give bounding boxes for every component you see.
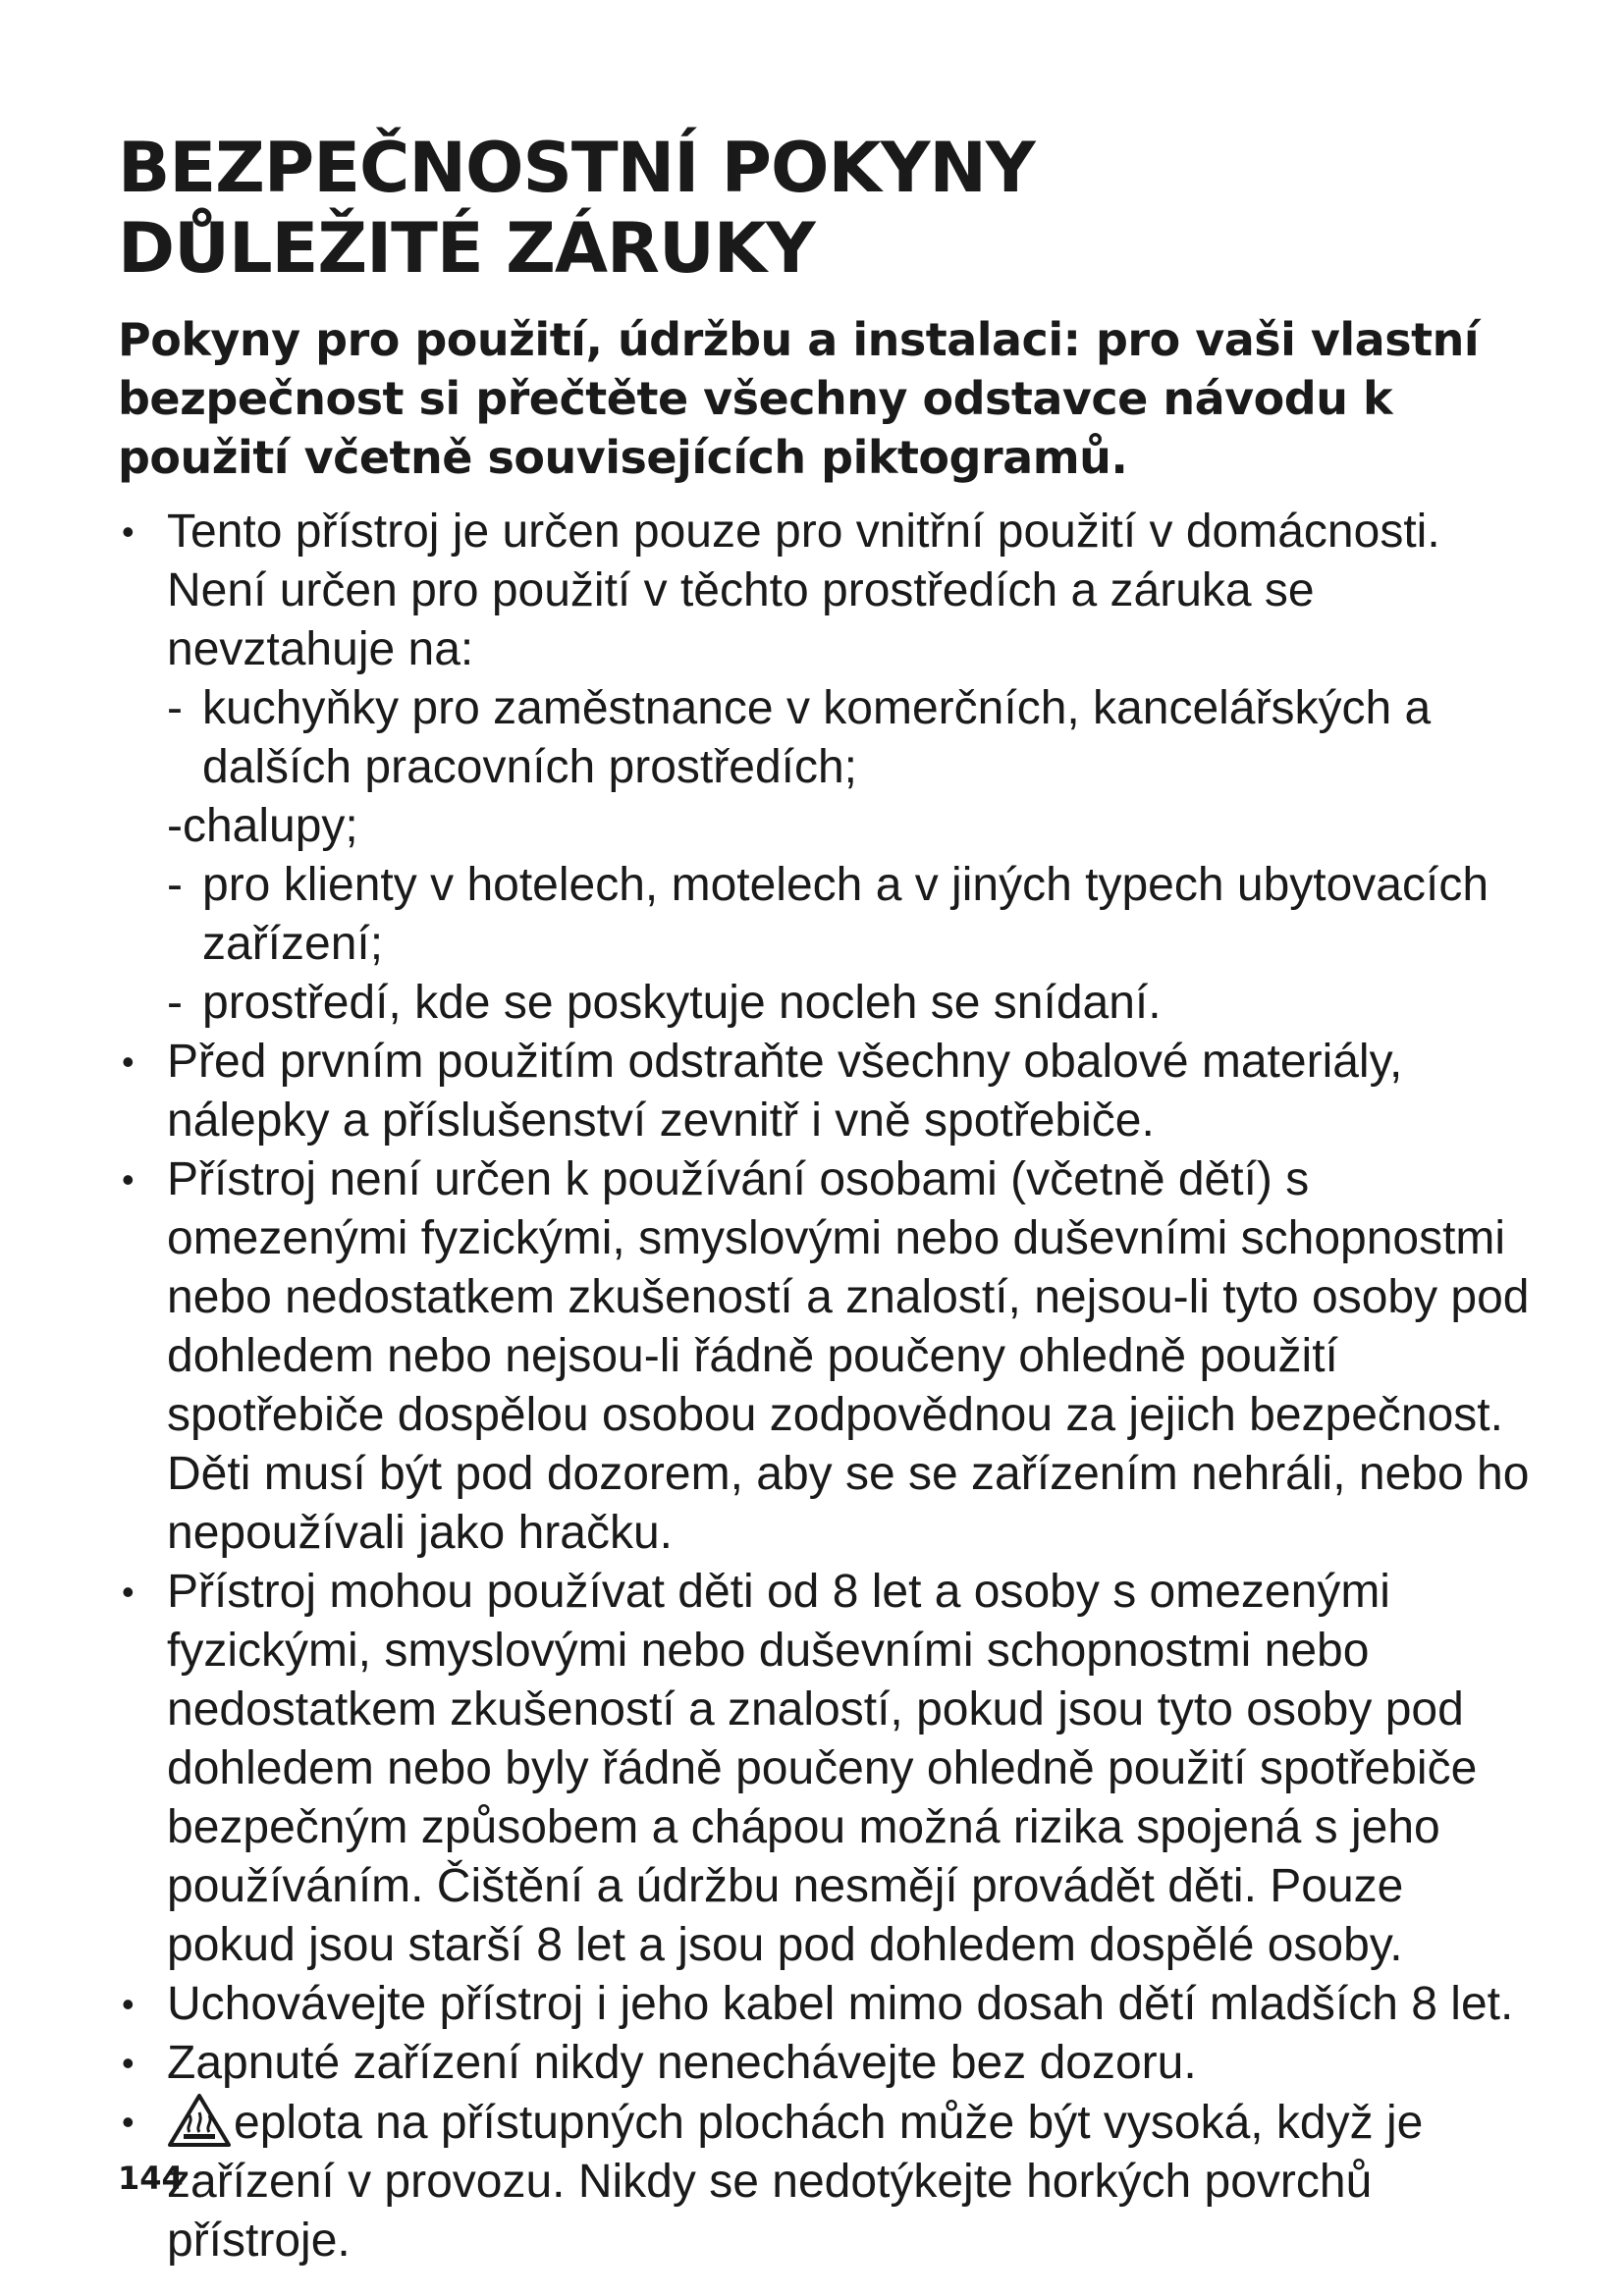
page-number: 144 xyxy=(118,2160,184,2197)
dash: - xyxy=(167,682,183,734)
title-line-1: BEZPEČNOSTNÍ POKYNY xyxy=(118,128,1035,208)
page-title xyxy=(118,128,1532,289)
item-text: Přístroj mohou používat děti od 8 let a osoby s omezenými fyzickými, smyslovými nebo duševními schopnostmi nebo nedostatkem zkušeností a znalostí, pokud jsou tyto osoby pod dohledem nebo byly řádně poučeny ohledně použití spotřebiče bezpečným způsobem a chápou možná rizika spojená s jeho používáním. Čištění a údržbu nesmějí provádět děti. Pouze pokud jsou starší 8 let a jsou pod dohledem dospělé osoby. xyxy=(167,1566,1478,1971)
bullet: • xyxy=(122,2102,135,2142)
item-text: Před prvním použitím odstraňte všechny obalové materiály, nálepky a příslušenství zevnitř i vně spotřebiče. xyxy=(167,1036,1403,1147)
dash: - xyxy=(167,859,183,911)
bullet: • xyxy=(122,511,135,552)
hot-surface-warning-icon xyxy=(167,2093,232,2148)
list-item xyxy=(118,1033,1532,1150)
bullet: • xyxy=(122,1159,135,1200)
list-item xyxy=(118,503,1532,1033)
sub-item xyxy=(167,974,1532,1033)
sub-item xyxy=(167,797,1532,856)
item-text: Přístroj není určen k používání osobami (včetně dětí) s omezenými fyzickými, smyslovými nebo duševními schopnostmi nebo nedostatkem zkušeností a znalostí, nejsou-li tyto osoby pod dohledem nebo nejsou-li řádně poučeny ohledně použití spotřebiče dospělou osobou zodpovědnou za jejich bezpečnost. Děti musí být pod dozorem, aby se se zařízením nehráli, nebo ho nepoužívali jako hračku. xyxy=(167,1153,1530,1559)
list-item xyxy=(118,2034,1532,2093)
manual-page xyxy=(118,128,1532,2270)
bullet: • xyxy=(122,1041,135,1082)
sub-item-text: prostředí, kde se poskytuje nocleh se snídaní. xyxy=(202,977,1162,1029)
sub-item-text: kuchyňky pro zaměstnance v komerčních, kancelářských a dalších pracovních prostředích; xyxy=(202,682,1432,793)
item-text: Uchovávejte přístroj i jeho kabel mimo dosah dětí mladších 8 let. xyxy=(167,1978,1514,2030)
item-text: Zapnuté zařízení nikdy nenechávejte bez dozoru. xyxy=(167,2037,1197,2089)
bullet: • xyxy=(122,2043,135,2083)
bullet: • xyxy=(122,1572,135,1612)
list-item xyxy=(118,1150,1532,1563)
sub-item xyxy=(167,856,1532,974)
bullet: • xyxy=(122,1984,135,2024)
list-item xyxy=(118,1975,1532,2034)
sub-item-text: pro klienty v hotelech, motelech a v jiných typech ubytovacích zařízení; xyxy=(202,859,1489,970)
dash: - xyxy=(167,977,183,1029)
item-text: eplota na přístupných plochách může být vysoká, když je zařízení v provozu. Nikdy se nedotýkejte horkých povrchů přístroje. xyxy=(167,2097,1424,2267)
sub-item-text: -chalupy; xyxy=(167,800,358,852)
title-line-2: DŮLEŽITÉ ZÁRUKY xyxy=(118,208,815,289)
list-item xyxy=(118,1563,1532,1975)
sub-list xyxy=(167,679,1532,1033)
sub-item xyxy=(167,679,1532,797)
list-item xyxy=(118,2093,1532,2270)
safety-list xyxy=(118,503,1532,2270)
section-subtitle: Pokyny pro použití, údržbu a instalaci: pro vaši vlastní bezpečnost si přečtěte všechny odstavce návodu k použití včetně souvisejících piktogramů. xyxy=(118,313,1480,484)
item-text: Tento přístroj je určen pouze pro vnitřní použití v domácnosti. Není určen pro použití v těchto prostředích a záruka se nevztahuje na: xyxy=(167,506,1440,675)
